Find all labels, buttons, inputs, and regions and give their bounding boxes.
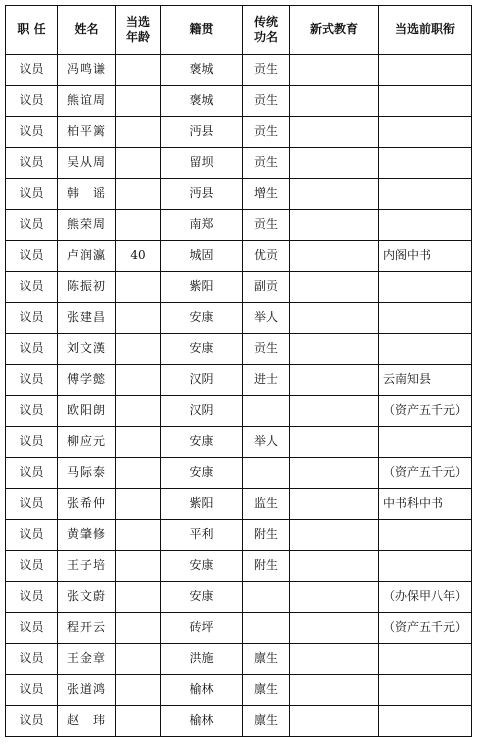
member-roster-table [5, 5, 472, 737]
cell-previous-title: （资产五千元） [379, 613, 472, 644]
cell-modern-education [290, 427, 379, 458]
cell-name: 柏平篱 [58, 117, 116, 148]
cell-age [116, 396, 161, 427]
cell-traditional-degree: 附生 [243, 520, 290, 551]
header-name [58, 6, 116, 55]
table-row [6, 55, 472, 86]
cell-traditional-degree: 贡生 [243, 148, 290, 179]
cell-name: 熊谊周 [58, 86, 116, 117]
cell-modern-education [290, 675, 379, 706]
header-position-label: 职 任 [17, 22, 46, 37]
table-row [6, 210, 472, 241]
cell-name: 赵 玮 [58, 706, 116, 737]
cell-age: 40 [116, 241, 161, 272]
cell-name: 张建昌 [58, 303, 116, 334]
cell-name: 王金章 [58, 644, 116, 675]
cell-previous-title [379, 303, 472, 334]
cell-modern-education [290, 644, 379, 675]
cell-previous-title [379, 272, 472, 303]
cell-previous-title: 中书科中书 [379, 489, 472, 520]
header-traditional-degree-line-1: 传统 [253, 15, 278, 29]
cell-age [116, 427, 161, 458]
cell-native-place: 城固 [161, 241, 243, 272]
table-row [6, 148, 472, 179]
cell-modern-education [290, 613, 379, 644]
cell-native-place: 沔县 [161, 179, 243, 210]
cell-traditional-degree [243, 613, 290, 644]
table-header [6, 6, 472, 55]
header-native-place [161, 6, 243, 55]
cell-position: 议员 [6, 334, 58, 365]
cell-age [116, 117, 161, 148]
cell-native-place: 平利 [161, 520, 243, 551]
cell-native-place: 汉阴 [161, 396, 243, 427]
cell-position: 议员 [6, 303, 58, 334]
cell-modern-education [290, 582, 379, 613]
cell-modern-education [290, 241, 379, 272]
cell-traditional-degree: 贡生 [243, 334, 290, 365]
cell-name: 陈振初 [58, 272, 116, 303]
cell-native-place: 留坝 [161, 148, 243, 179]
cell-traditional-degree: 廪生 [243, 706, 290, 737]
cell-previous-title [379, 644, 472, 675]
cell-traditional-degree: 举人 [243, 427, 290, 458]
cell-name: 马际泰 [58, 458, 116, 489]
cell-previous-title: （资产五千元） [379, 396, 472, 427]
table-row [6, 551, 472, 582]
table-row [6, 582, 472, 613]
cell-native-place: 紫阳 [161, 489, 243, 520]
table-row [6, 365, 472, 396]
header-row [6, 6, 472, 55]
table-row [6, 644, 472, 675]
header-age-line-1: 当选 [125, 15, 150, 29]
table-row [6, 706, 472, 737]
cell-native-place: 紫阳 [161, 272, 243, 303]
cell-age [116, 613, 161, 644]
cell-modern-education [290, 86, 379, 117]
header-modern-education-label: 新式教育 [309, 22, 358, 37]
cell-position: 议员 [6, 241, 58, 272]
cell-traditional-degree [243, 396, 290, 427]
cell-previous-title: 内阁中书 [379, 241, 472, 272]
cell-name: 卢润瀛 [58, 241, 116, 272]
table-row [6, 520, 472, 551]
header-traditional-degree [243, 6, 290, 55]
cell-name: 张文蔚 [58, 582, 116, 613]
cell-native-place: 安康 [161, 303, 243, 334]
cell-previous-title [379, 210, 472, 241]
header-name-label: 姓名 [74, 22, 99, 37]
cell-modern-education [290, 551, 379, 582]
cell-name: 韩 谣 [58, 179, 116, 210]
cell-position: 议员 [6, 365, 58, 396]
cell-position: 议员 [6, 520, 58, 551]
cell-age [116, 86, 161, 117]
cell-modern-education [290, 148, 379, 179]
cell-position: 议员 [6, 489, 58, 520]
cell-native-place: 褒城 [161, 86, 243, 117]
cell-age [116, 179, 161, 210]
cell-traditional-degree: 贡生 [243, 117, 290, 148]
header-position [6, 6, 58, 55]
cell-position: 议员 [6, 55, 58, 86]
header-age [116, 6, 161, 55]
cell-previous-title [379, 675, 472, 706]
cell-age [116, 272, 161, 303]
cell-name: 王子培 [58, 551, 116, 582]
cell-previous-title [379, 117, 472, 148]
header-traditional-degree-line-2: 功名 [253, 30, 278, 44]
cell-position: 议员 [6, 551, 58, 582]
cell-native-place: 南郑 [161, 210, 243, 241]
cell-age [116, 365, 161, 396]
cell-age [116, 210, 161, 241]
header-previous-title [379, 6, 472, 55]
cell-previous-title [379, 334, 472, 365]
cell-age [116, 644, 161, 675]
table-row [6, 303, 472, 334]
cell-age [116, 551, 161, 582]
cell-native-place: 安康 [161, 427, 243, 458]
cell-modern-education [290, 489, 379, 520]
cell-native-place: 榆林 [161, 706, 243, 737]
cell-position: 议员 [6, 396, 58, 427]
cell-traditional-degree: 举人 [243, 303, 290, 334]
cell-position: 议员 [6, 117, 58, 148]
cell-modern-education [290, 210, 379, 241]
cell-age [116, 706, 161, 737]
cell-age [116, 675, 161, 706]
cell-age [116, 334, 161, 365]
cell-previous-title [379, 86, 472, 117]
cell-name: 熊荣周 [58, 210, 116, 241]
cell-previous-title [379, 179, 472, 210]
cell-traditional-degree: 廪生 [243, 644, 290, 675]
cell-modern-education [290, 117, 379, 148]
cell-traditional-degree: 进士 [243, 365, 290, 396]
cell-position: 议员 [6, 613, 58, 644]
header-modern-education [290, 6, 379, 55]
cell-position: 议员 [6, 706, 58, 737]
cell-previous-title [379, 551, 472, 582]
cell-age [116, 303, 161, 334]
cell-traditional-degree: 优贡 [243, 241, 290, 272]
cell-traditional-degree: 贡生 [243, 86, 290, 117]
cell-name: 冯鸣谦 [58, 55, 116, 86]
table-row [6, 179, 472, 210]
table-row [6, 458, 472, 489]
header-native-place-label: 籍贯 [189, 22, 214, 37]
cell-age [116, 582, 161, 613]
cell-name: 傅学懿 [58, 365, 116, 396]
cell-age [116, 148, 161, 179]
table-row [6, 117, 472, 148]
cell-traditional-degree: 副贡 [243, 272, 290, 303]
table-row [6, 427, 472, 458]
cell-traditional-degree: 增生 [243, 179, 290, 210]
cell-previous-title [379, 148, 472, 179]
table-row [6, 272, 472, 303]
cell-name: 柳应元 [58, 427, 116, 458]
cell-traditional-degree [243, 582, 290, 613]
cell-native-place: 沔县 [161, 117, 243, 148]
cell-modern-education [290, 365, 379, 396]
cell-native-place: 安康 [161, 582, 243, 613]
cell-position: 议员 [6, 582, 58, 613]
cell-position: 议员 [6, 458, 58, 489]
cell-native-place: 洪施 [161, 644, 243, 675]
header-age-line-2: 年龄 [125, 30, 150, 44]
cell-traditional-degree: 贡生 [243, 210, 290, 241]
cell-modern-education [290, 396, 379, 427]
cell-name: 程开云 [58, 613, 116, 644]
cell-age [116, 489, 161, 520]
cell-native-place: 安康 [161, 334, 243, 365]
cell-name: 张道鸿 [58, 675, 116, 706]
table-row [6, 396, 472, 427]
table-body [6, 55, 472, 737]
cell-position: 议员 [6, 210, 58, 241]
cell-previous-title: （办保甲八年） [379, 582, 472, 613]
cell-age [116, 520, 161, 551]
table-row [6, 675, 472, 706]
cell-native-place: 榆林 [161, 675, 243, 706]
cell-traditional-degree: 监生 [243, 489, 290, 520]
cell-native-place: 安康 [161, 551, 243, 582]
cell-modern-education [290, 334, 379, 365]
cell-previous-title: 云南知县 [379, 365, 472, 396]
cell-modern-education [290, 458, 379, 489]
table-row [6, 86, 472, 117]
cell-name: 欧阳朗 [58, 396, 116, 427]
cell-modern-education [290, 179, 379, 210]
cell-traditional-degree [243, 458, 290, 489]
cell-traditional-degree: 廪生 [243, 675, 290, 706]
cell-modern-education [290, 272, 379, 303]
cell-previous-title [379, 706, 472, 737]
header-previous-title-label: 当选前职衔 [394, 22, 455, 37]
cell-previous-title: （资产五千元） [379, 458, 472, 489]
cell-age [116, 458, 161, 489]
cell-native-place: 汉阴 [161, 365, 243, 396]
table-row [6, 241, 472, 272]
cell-position: 议员 [6, 675, 58, 706]
cell-name: 黄肇修 [58, 520, 116, 551]
cell-modern-education [290, 55, 379, 86]
cell-position: 议员 [6, 148, 58, 179]
table-row [6, 334, 472, 365]
cell-previous-title [379, 55, 472, 86]
cell-native-place: 砖坪 [161, 613, 243, 644]
cell-name: 吴从周 [58, 148, 116, 179]
cell-position: 议员 [6, 644, 58, 675]
cell-traditional-degree: 附生 [243, 551, 290, 582]
cell-traditional-degree: 贡生 [243, 55, 290, 86]
cell-position: 议员 [6, 427, 58, 458]
cell-position: 议员 [6, 86, 58, 117]
table-row [6, 613, 472, 644]
cell-age [116, 55, 161, 86]
cell-modern-education [290, 706, 379, 737]
cell-name: 刘文漢 [58, 334, 116, 365]
cell-previous-title [379, 520, 472, 551]
cell-name: 张希仲 [58, 489, 116, 520]
cell-native-place: 褒城 [161, 55, 243, 86]
cell-native-place: 安康 [161, 458, 243, 489]
cell-modern-education [290, 520, 379, 551]
cell-previous-title [379, 427, 472, 458]
cell-position: 议员 [6, 179, 58, 210]
table-row [6, 489, 472, 520]
cell-position: 议员 [6, 272, 58, 303]
cell-modern-education [290, 303, 379, 334]
